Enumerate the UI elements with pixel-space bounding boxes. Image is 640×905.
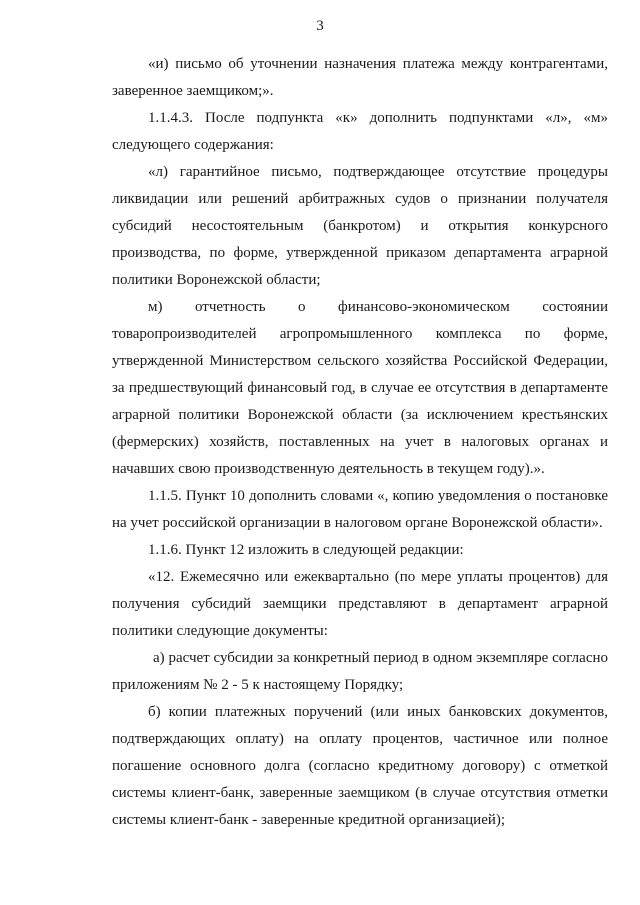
- paragraph-item-i: «и) письмо об уточнении назначения платежа между контрагентами, заверенное заемщиком;».: [112, 56, 608, 99]
- paragraph-12: «12. Ежемесячно или ежеквартально (по мере уплаты процентов) для получения субсидий заемщики представляют в департамент аграрной политики следующие документы:: [112, 569, 608, 639]
- document-body: [112, 51, 608, 834]
- paragraph-item-l: «л) гарантийное письмо, подтверждающее отсутствие процедуры ликвидации или решений арбитражных судов о признании получателя субсидий несостоятельным (банкротом) и открытия конкурсного производства, по форме, утвержденной приказом департамента аграрной политики Воронежской области;: [112, 164, 608, 288]
- paragraph-1-1-5: 1.1.5. Пункт 10 дополнить словами «, копию уведомления о постановке на учет российской организации в налоговом органе Воронежской области».: [112, 488, 608, 531]
- paragraph-item-b: б) копии платежных поручений (или иных банковских документов, подтверждающих оплату) на оплату процентов, частичное или полное погашение основного долга (согласно кредитному договору) с отметкой системы клиент-банк, заверенные заемщиком (в случае отсутствия отметки системы клиент-банк - заверенные кредитной организацией);: [112, 704, 608, 828]
- paragraph-item-a: а) расчет субсидии за конкретный период в одном экземпляре согласно приложениям № 2 - 5 к настоящему Порядку;: [112, 650, 608, 693]
- page-number: 3: [316, 18, 324, 34]
- paragraph-1-1-6: 1.1.6. Пункт 12 изложить в следующей редакции:: [148, 542, 464, 558]
- paragraph-1-1-4-3: 1.1.4.3. После подпункта «к» дополнить подпунктами «л», «м» следующего содержания:: [112, 110, 608, 153]
- paragraph-item-m: м) отчетность о финансово-экономическом состоянии товаропроизводителей агропромышленного комплекса по форме, утвержденной Министерством сельского хозяйства Российской Федерации, за предшествующий финансовый год, в случае ее отсутствия в департаменте аграрной политики Воронежской области (за исключением крестьянских (фермерских) хозяйств, поставленных на учет в налоговых органах и начавших свою производственную деятельность в текущем году).».: [112, 299, 608, 477]
